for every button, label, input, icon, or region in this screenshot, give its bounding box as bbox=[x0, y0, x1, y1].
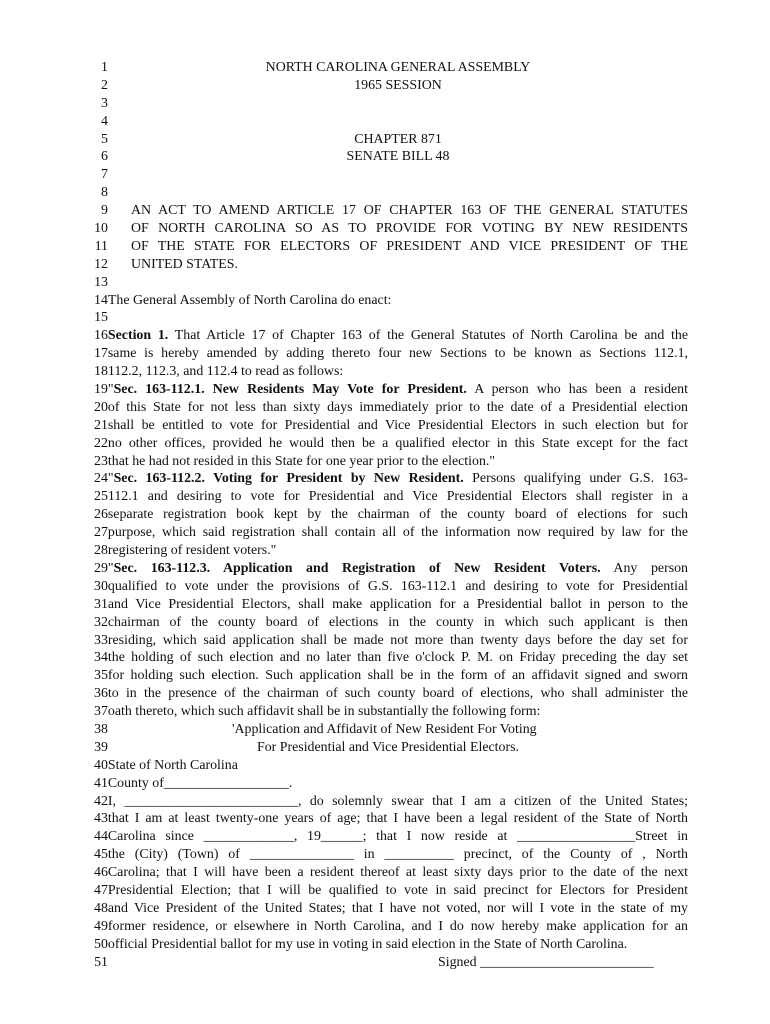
signature-line: Signed _________________________ bbox=[438, 954, 654, 970]
line-number: 41 bbox=[94, 775, 108, 791]
line-number: 29 bbox=[94, 560, 108, 576]
line-number: 35 bbox=[94, 668, 108, 684]
sec-112-3-line bbox=[94, 632, 688, 650]
line-number: 37 bbox=[94, 704, 108, 720]
form-title: 'Application and Affidavit of New Resident For Voting bbox=[232, 721, 537, 737]
line-51 bbox=[0, 954, 770, 972]
form-body-text: Presidential Election; that I will be qualified to vote in said precinct for Electors for President bbox=[107, 882, 688, 898]
section-1-text: same is hereby amended by adding thereto four new Sections to be known as Sections 112.1, bbox=[107, 346, 688, 362]
assembly-heading: NORTH CAROLINA GENERAL ASSEMBLY bbox=[265, 60, 531, 75]
sec-112-2-text: Persons qualifying under G.S. 163- bbox=[463, 471, 688, 487]
line-number: 30 bbox=[94, 578, 108, 594]
line-2 bbox=[0, 77, 770, 95]
form-body-text: that I am at least twenty-one years of age; that I have been a legal resident of the State of North bbox=[107, 811, 688, 827]
form-body-line bbox=[94, 828, 688, 846]
sec-112-2-line bbox=[94, 506, 688, 524]
section-1-line bbox=[94, 345, 688, 363]
line-number: 34 bbox=[94, 650, 108, 666]
section-1-line bbox=[94, 327, 688, 345]
line-30 bbox=[0, 578, 770, 596]
line-14 bbox=[0, 292, 770, 310]
line-number: 23 bbox=[94, 453, 108, 469]
line-12 bbox=[0, 256, 770, 274]
quote-mark: " bbox=[107, 382, 114, 398]
act-title-line: AN ACT TO AMEND ARTICLE 17 OF CHAPTER 163 OF THE GENERAL STATUTES bbox=[131, 203, 688, 219]
sec-112-2-line bbox=[94, 524, 688, 542]
line-number: 13 bbox=[94, 274, 108, 290]
sec-112-2-text: separate registration book kept by the chairman of the county board of elections for such bbox=[107, 507, 688, 523]
line-number: 50 bbox=[94, 936, 108, 952]
line-number: 49 bbox=[94, 918, 108, 934]
sec-112-1-text: of this State for not less than sixty days immediately prior to the date of a Presidential election bbox=[107, 399, 688, 415]
form-body-text: former residence, or elsewhere in North Carolina, and I do now hereby make application for an bbox=[107, 918, 688, 934]
line-number: 18 bbox=[94, 364, 108, 380]
line-6 bbox=[0, 148, 770, 166]
sec-112-1-line bbox=[94, 435, 688, 453]
line-37 bbox=[0, 703, 770, 721]
sec-112-2-line bbox=[94, 542, 688, 560]
session-heading: 1965 SESSION bbox=[354, 77, 442, 93]
line-18 bbox=[0, 363, 770, 381]
line-number: 4 bbox=[101, 113, 108, 129]
form-body-line bbox=[94, 864, 688, 882]
line-number: 36 bbox=[94, 686, 108, 702]
line-45 bbox=[0, 846, 770, 864]
section-1-text: That Article 17 of Chapter 163 of the General Statutes of North Carolina be and the bbox=[168, 328, 688, 344]
line-number: 45 bbox=[94, 847, 108, 863]
line-25 bbox=[0, 488, 770, 506]
line-number: 22 bbox=[94, 435, 108, 451]
line-21 bbox=[0, 417, 770, 435]
line-number: 7 bbox=[101, 167, 108, 183]
line-number: 17 bbox=[94, 346, 108, 362]
sec-112-2-text: registering of resident voters." bbox=[107, 543, 277, 559]
form-subtitle: For Presidential and Vice Presidential Electors. bbox=[257, 739, 519, 755]
sec-112-2-text: purpose, which said registration shall contain all of the information now required by law for the bbox=[107, 525, 688, 541]
line-47 bbox=[0, 882, 770, 900]
line-34 bbox=[0, 649, 770, 667]
line-16 bbox=[0, 327, 770, 345]
sec-112-3-line bbox=[94, 578, 688, 596]
line-number: 39 bbox=[94, 739, 108, 755]
quote-mark: " bbox=[107, 471, 114, 487]
section-1-text: 112.2, 112.3, and 112.4 to read as follows: bbox=[107, 364, 344, 380]
line-number: 1 bbox=[101, 60, 108, 75]
sec-112-3-text: oath thereto, which such affidavit shall be in substantially the following form: bbox=[107, 704, 541, 720]
sec-112-1-line bbox=[94, 399, 688, 417]
line-15 bbox=[0, 309, 770, 327]
line-number: 20 bbox=[94, 399, 108, 415]
line-46 bbox=[0, 864, 770, 882]
form-county bbox=[94, 775, 688, 793]
line-number: 27 bbox=[94, 525, 108, 541]
sec-112-3-heading: Sec. 163-112.3. Application and Registration of New Resident Voters. bbox=[113, 560, 601, 576]
form-state bbox=[94, 757, 688, 775]
line-49 bbox=[0, 918, 770, 936]
line-29 bbox=[0, 560, 770, 578]
line-35 bbox=[0, 667, 770, 685]
line-48 bbox=[0, 900, 770, 918]
form-state-text: State of North Carolina bbox=[107, 757, 238, 773]
line-number: 15 bbox=[94, 310, 108, 326]
line-5 bbox=[0, 131, 770, 149]
sec-112-3-text: for holding such election. Such application shall be in the form of an affidavit signed and sworn bbox=[107, 668, 688, 684]
sec-112-2-text: 112.1 and desiring to vote for Presidential and Vice Presidential Electors shall register in a bbox=[107, 489, 688, 505]
line-number: 19 bbox=[94, 382, 108, 398]
line-number: 12 bbox=[94, 256, 108, 272]
line-40 bbox=[0, 757, 770, 775]
line-17 bbox=[0, 345, 770, 363]
form-body-text: official Presidential ballot for my use in voting in said election in the State of North Carolina. bbox=[107, 936, 628, 952]
sec-112-3-line bbox=[94, 614, 688, 632]
line-number: 21 bbox=[94, 417, 108, 433]
line-20 bbox=[0, 399, 770, 417]
line-number: 25 bbox=[94, 489, 108, 505]
sec-112-3-text: qualified to vote under the provisions of G.S. 163-112.1 and desiring to vote for Presidential bbox=[107, 578, 688, 594]
sec-112-1-heading: Sec. 163-112.1. New Residents May Vote for President. bbox=[113, 382, 467, 398]
form-body-text: Carolina; that I will have been a resident thereof at least sixty days prior to the date of the next bbox=[107, 865, 688, 881]
line-27 bbox=[0, 524, 770, 542]
chapter-heading: CHAPTER 871 bbox=[354, 131, 442, 147]
line-38 bbox=[0, 721, 770, 739]
bill-document bbox=[0, 59, 770, 971]
line-number: 38 bbox=[94, 721, 108, 737]
line-10 bbox=[0, 220, 770, 238]
line-7 bbox=[0, 166, 770, 184]
sec-112-3-text: to in the presence of the chairman of such county board of elections, who shall administer the bbox=[107, 686, 688, 702]
line-number: 2 bbox=[101, 77, 108, 93]
line-39 bbox=[0, 739, 770, 757]
sec-112-2-heading: Sec. 163-112.2. Voting for President by New Resident. bbox=[113, 471, 464, 487]
line-number: 10 bbox=[94, 221, 108, 237]
sec-112-3-text: residing, which said application shall be made not more than twenty days before the day set for bbox=[107, 632, 688, 648]
line-23 bbox=[0, 453, 770, 471]
form-body-text: the (City) (Town) of _______________ in __________ precinct, of the County of , North bbox=[107, 847, 688, 863]
line-44 bbox=[0, 828, 770, 846]
bill-heading: SENATE BILL 48 bbox=[346, 149, 450, 165]
form-body-line bbox=[94, 900, 688, 918]
line-4 bbox=[0, 113, 770, 131]
line-number: 31 bbox=[94, 596, 108, 612]
sec-112-3-line bbox=[94, 596, 688, 614]
line-50 bbox=[0, 936, 770, 954]
sec-112-3-line bbox=[94, 703, 688, 721]
sec-112-3-text: and Vice Presidential Electors, shall make application for a Presidential ballot in person to the bbox=[107, 596, 688, 612]
sec-112-1-text: no other offices, provided he would then be a qualified elector in this State except for the fact bbox=[107, 435, 688, 451]
line-number: 6 bbox=[101, 149, 108, 165]
line-number: 16 bbox=[94, 328, 108, 344]
line-number: 42 bbox=[94, 793, 108, 809]
enacting-text: The General Assembly of North Carolina do enact: bbox=[107, 292, 392, 308]
line-number: 44 bbox=[94, 829, 108, 845]
line-32 bbox=[0, 614, 770, 632]
section-1-heading: Section 1. bbox=[107, 328, 169, 344]
sec-112-1-text: shall be entitled to vote for Presidential and Vice Presidential Electors in such election but for bbox=[107, 417, 688, 433]
line-number: 28 bbox=[94, 543, 108, 559]
section-1-line bbox=[94, 363, 688, 381]
line-33 bbox=[0, 632, 770, 650]
form-body-line bbox=[94, 846, 688, 864]
form-body-line bbox=[94, 793, 688, 811]
sec-112-3-text: chairman of the county board of elections in the county in which such applicant is then bbox=[107, 614, 688, 630]
form-body-line bbox=[94, 882, 688, 900]
line-number: 5 bbox=[101, 131, 108, 147]
enacting-clause bbox=[94, 292, 688, 310]
quote-mark: " bbox=[107, 560, 114, 576]
act-title-line: OF THE STATE FOR ELECTORS OF PRESIDENT AND VICE PRESIDENT OF THE bbox=[131, 238, 688, 254]
line-13 bbox=[0, 274, 770, 292]
form-body-text: Carolina since _____________, 19______; that I now reside at _________________Street in bbox=[107, 829, 688, 845]
line-number: 26 bbox=[94, 507, 108, 523]
sec-112-1-text: A person who has been a resident bbox=[466, 382, 688, 398]
line-8 bbox=[0, 184, 770, 202]
sec-112-3-text: Any person bbox=[600, 560, 688, 576]
form-body-text: and Vice President of the United States; that I have not voted, nor will I vote in the state of my bbox=[107, 900, 688, 916]
line-9 bbox=[0, 202, 770, 220]
line-number: 8 bbox=[101, 185, 108, 201]
line-22 bbox=[0, 435, 770, 453]
line-11 bbox=[0, 238, 770, 256]
line-43 bbox=[0, 810, 770, 828]
line-19 bbox=[0, 381, 770, 399]
sec-112-3-text: the holding of such election and no later than five o'clock P. M. on Friday preceding the day set bbox=[107, 650, 688, 666]
line-42 bbox=[0, 793, 770, 811]
line-36 bbox=[0, 685, 770, 703]
form-body-line bbox=[94, 936, 688, 954]
line-number: 9 bbox=[101, 203, 108, 219]
line-number: 14 bbox=[94, 292, 108, 308]
act-title-line: UNITED STATES. bbox=[131, 256, 238, 272]
form-county-text: County of__________________. bbox=[107, 775, 293, 791]
line-28 bbox=[0, 542, 770, 560]
form-body-text: I, _________________________, do solemnly swear that I am a citizen of the United States; bbox=[107, 793, 688, 809]
line-24 bbox=[0, 470, 770, 488]
act-title-line: OF NORTH CAROLINA SO AS TO PROVIDE FOR VOTING BY NEW RESIDENTS bbox=[131, 221, 688, 237]
line-number: 48 bbox=[94, 900, 108, 916]
line-26 bbox=[0, 506, 770, 524]
sec-112-1-line bbox=[94, 417, 688, 435]
line-number: 33 bbox=[94, 632, 108, 648]
sec-112-3-line bbox=[94, 685, 688, 703]
sec-112-1-line bbox=[94, 381, 688, 399]
sec-112-1-line bbox=[94, 453, 688, 471]
line-number: 51 bbox=[94, 954, 108, 970]
sec-112-3-line bbox=[94, 560, 688, 578]
sec-112-1-text: that he had not resided in this State for one year prior to the election." bbox=[107, 453, 496, 469]
sec-112-2-line bbox=[94, 470, 688, 488]
line-number: 43 bbox=[94, 811, 108, 827]
line-31 bbox=[0, 596, 770, 614]
line-number: 3 bbox=[101, 95, 108, 111]
line-number: 24 bbox=[94, 471, 108, 487]
form-body-line bbox=[94, 810, 688, 828]
line-number: 46 bbox=[94, 865, 108, 881]
line-number: 47 bbox=[94, 882, 108, 898]
form-body-line bbox=[94, 918, 688, 936]
line-number: 40 bbox=[94, 757, 108, 773]
line-1 bbox=[0, 59, 770, 77]
line-41 bbox=[0, 775, 770, 793]
sec-112-2-line bbox=[94, 488, 688, 506]
sec-112-3-line bbox=[94, 649, 688, 667]
line-number: 32 bbox=[94, 614, 108, 630]
sec-112-3-line bbox=[94, 667, 688, 685]
line-number: 11 bbox=[94, 238, 108, 254]
line-3 bbox=[0, 95, 770, 113]
